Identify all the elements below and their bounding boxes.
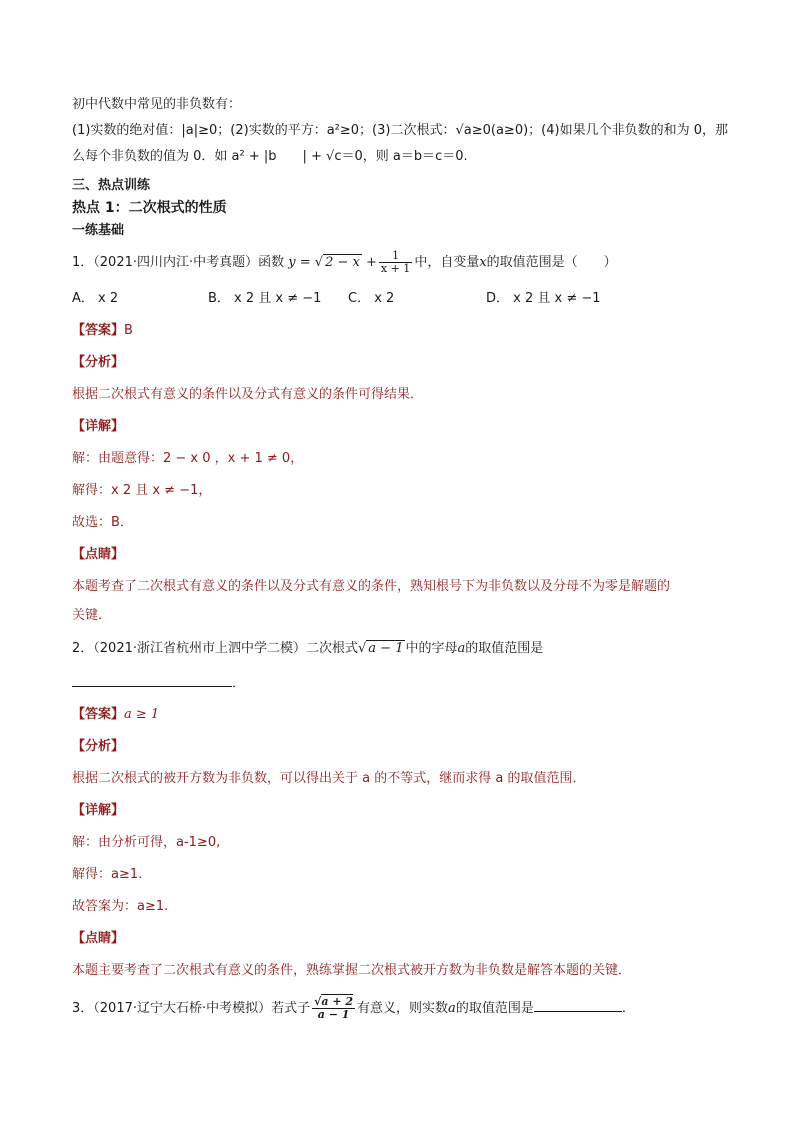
q3-stem bbox=[72, 996, 635, 1021]
q2-detail-3: 故答案为：a≥1. bbox=[72, 899, 169, 914]
q2-stem-c: 的取值范围是 bbox=[465, 641, 544, 656]
q2-stem-a: 2．（2021·浙江省杭州市上泗中学二模）二次根式 bbox=[72, 641, 358, 656]
q1-radicand: 2 − x bbox=[325, 255, 360, 270]
q1-expr-y: y = bbox=[288, 255, 315, 270]
q3-stem-a: 3．（2017·辽宁大石桥·中考模拟）若式子 bbox=[72, 1001, 311, 1016]
q3-var: a bbox=[448, 1001, 456, 1016]
q1-options bbox=[72, 290, 722, 308]
q2-sqrt: √ a − 1 bbox=[358, 641, 404, 656]
q1-stem bbox=[72, 250, 617, 275]
q1-answer-tag: 【答案】 bbox=[72, 323, 125, 338]
q1-analysis: 根据二次根式有意义的条件以及分式有意义的条件可得结果． bbox=[72, 387, 424, 402]
q1-option-b: B． x 2 且 x ≠ −1 bbox=[208, 291, 322, 306]
q2-answer-tag: 【答案】 bbox=[72, 707, 125, 722]
q1-answer: B bbox=[124, 323, 133, 338]
q1-analysis-tag: 【分析】 bbox=[72, 355, 125, 370]
q2-answer-blank[interactable] bbox=[72, 674, 232, 687]
q2-var: a bbox=[457, 641, 466, 656]
q1-detail-2: 解得：x 2 且 x ≠ −1， bbox=[72, 483, 212, 498]
q1-answer-line bbox=[72, 322, 133, 340]
q3-blank-end: ． bbox=[621, 1001, 635, 1016]
q2-detail-tag: 【详解】 bbox=[72, 803, 125, 818]
q3-stem-b: 有意义，则实数 bbox=[357, 1001, 449, 1016]
q1-stem-c: 的取值范围是（ ） bbox=[486, 255, 617, 270]
q2-comment-1: 本题主要考查了二次根式有意义的条件，熟练掌握二次根式被开方数为非负数是解答本题的关键． bbox=[72, 963, 632, 978]
q3-stem-c: 的取值范围是 bbox=[455, 1001, 534, 1016]
q1-stem-a: 1．（2021·四川内江·中考真题）函数 bbox=[72, 255, 285, 270]
section-title: 三、热点训练 bbox=[72, 178, 151, 193]
q2-stem-b: 中的字母 bbox=[405, 641, 458, 656]
q2-radicand: a − 1 bbox=[368, 641, 404, 656]
q1-frac-num: 1 bbox=[392, 249, 400, 262]
q3-frac-num: a + 2 bbox=[321, 995, 354, 1008]
q1-comment-1: 本题考查了二次根式有意义的条件以及分式有意义的条件，熟知根号下为非负数以及分母不为零是解题的 bbox=[72, 579, 671, 594]
q3-fraction bbox=[312, 996, 355, 1021]
q1-comment-2: 关键． bbox=[72, 608, 112, 623]
q2-answer-line bbox=[72, 706, 159, 724]
q2-analysis-tag: 【分析】 bbox=[72, 739, 125, 754]
q2-blank-end: ． bbox=[232, 676, 246, 691]
q1-comment-tag: 【点睛】 bbox=[72, 547, 125, 562]
q1-detail-tag: 【详解】 bbox=[72, 419, 125, 434]
q3-frac-den: a − 1 bbox=[312, 1008, 355, 1021]
q2-detail-1: 解：由分析可得，a-1≥0, bbox=[72, 835, 221, 850]
q2-detail-2: 解得：a≥1. bbox=[72, 867, 143, 882]
q1-option-c: C． x 2 bbox=[348, 291, 395, 306]
q1-sqrt: √ 2 − x bbox=[314, 255, 360, 270]
intro-line-2: (1)实数的绝对值：|a|≥0；(2)实数的平方：a²≥0；(3)二次根式：√a≥0(a≥0)；(4)如果几个非负数的和为 0，那 bbox=[72, 123, 728, 138]
q1-fraction bbox=[379, 250, 412, 275]
intro-line-3: 么每个非负数的值为 0．如 a² + |b | + √c＝0，则 a＝b＝c＝0. bbox=[72, 149, 468, 164]
q2-stem bbox=[72, 640, 543, 658]
q2-comment-tag: 【点睛】 bbox=[72, 931, 125, 946]
q1-option-d: D． x 2 且 x ≠ −1 bbox=[486, 291, 601, 306]
q1-plus: + bbox=[365, 255, 377, 270]
q1-stem-b: 中，自变量 bbox=[414, 255, 480, 270]
q2-blank-line bbox=[72, 674, 245, 693]
q1-frac-den: x + 1 bbox=[380, 262, 411, 275]
q1-detail-1: 解：由题意得：2 − x 0 ，x + 1 ≠ 0， bbox=[72, 451, 304, 466]
hot-topic-title: 热点 1：二次根式的性质 bbox=[72, 200, 227, 216]
q2-analysis: 根据二次根式的被开方数为非负数，可以得出关于 a 的不等式，继而求得 a 的取值范围． bbox=[72, 771, 586, 786]
q1-var: x bbox=[479, 255, 487, 270]
q2-answer: a ≥ 1 bbox=[124, 707, 160, 722]
q3-answer-blank[interactable] bbox=[534, 999, 622, 1012]
q1-detail-3: 故选：B． bbox=[72, 515, 133, 530]
q3-frac-num-wrap: √a + 2 bbox=[314, 995, 354, 1008]
sub-title: 一练基础 bbox=[72, 223, 125, 238]
intro-line-1: 初中代数中常见的非负数有： bbox=[72, 97, 242, 112]
q1-option-a: A． x 2 bbox=[72, 291, 119, 306]
